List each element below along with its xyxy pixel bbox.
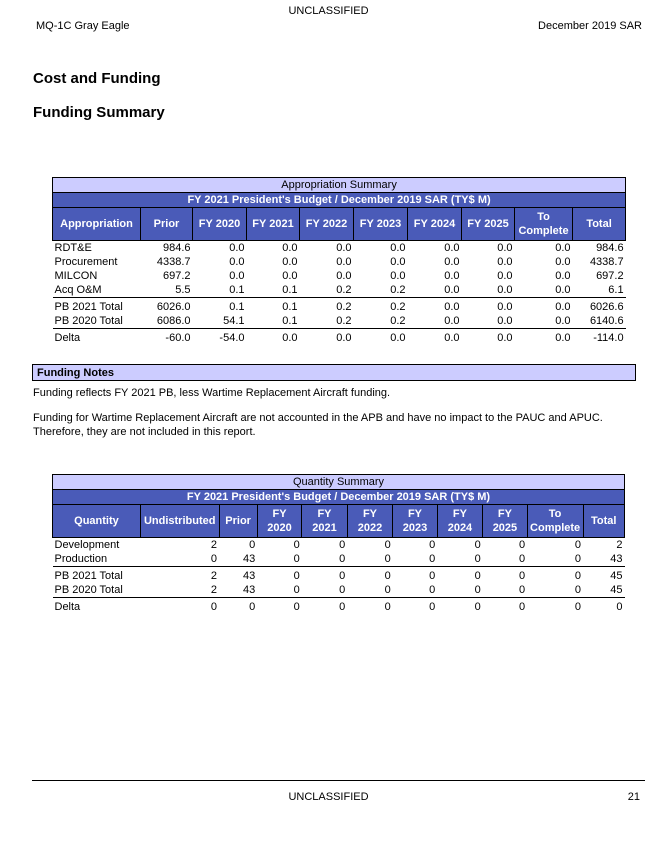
cell-value: 2	[210, 584, 217, 596]
cell-value: 4338.7	[156, 256, 191, 268]
cell-value: 0	[257, 598, 301, 615]
cell-value: 0	[474, 584, 481, 596]
col-header: To Complete	[527, 505, 583, 538]
cell-value: 0.0	[444, 284, 460, 296]
cell-value: 0	[474, 539, 481, 551]
cell-value: 0	[140, 598, 219, 615]
col-header: Undistributed	[140, 505, 219, 538]
cell-value: 0	[483, 598, 527, 615]
col-header: Total	[573, 208, 626, 241]
cell-value: 6026.6	[573, 298, 626, 315]
cell-value: 6.1	[608, 284, 624, 296]
cell-value: 0	[347, 567, 393, 584]
cell-value: 0.0	[515, 298, 573, 315]
cell-value: 0.0	[336, 270, 352, 282]
cell-value: 43	[243, 584, 256, 596]
col-header: FY 2023	[393, 505, 437, 538]
cell-value: 0	[483, 567, 527, 584]
table-row	[53, 298, 626, 315]
cell-value: 0	[429, 584, 436, 596]
col-header: FY 2024	[408, 208, 462, 241]
cell-value: 0.0	[555, 315, 571, 327]
quantity-title: FY 2021 President's Budget / December 2019 SAR (TY$ M)	[53, 490, 625, 505]
row-label: PB 2020 Total	[54, 315, 123, 327]
footer-rule	[32, 780, 645, 781]
cell-value: 0	[437, 598, 483, 615]
cell-value: 2	[616, 539, 623, 551]
cell-value: 0	[293, 539, 300, 551]
quantity-caption: Quantity Summary	[53, 475, 625, 490]
section-heading: Cost and Funding	[33, 70, 161, 87]
cell-value: 0	[519, 553, 526, 565]
cell-value: 0	[384, 584, 391, 596]
appropriation-title: FY 2021 President's Budget / December 2019 SAR (TY$ M)	[53, 193, 626, 208]
appropriation-summary-table	[52, 177, 626, 345]
cell-value: 43	[610, 553, 623, 565]
cell-value: 0.0	[497, 315, 513, 327]
cell-value: 0.2	[354, 298, 408, 315]
cell-value: 0.0	[555, 242, 571, 254]
cell-value: 0.0	[336, 242, 352, 254]
table-row	[53, 255, 626, 269]
cell-value: 0	[347, 598, 393, 615]
cell-value: 0	[257, 567, 301, 584]
cell-value: 0	[393, 598, 437, 615]
cell-value: 5.5	[175, 284, 191, 296]
cell-value: 0.0	[555, 270, 571, 282]
cell-value: 0.0	[354, 329, 408, 346]
cell-value: 6026.0	[141, 298, 193, 315]
cell-value: 0	[527, 567, 583, 584]
cell-value: 0	[384, 539, 391, 551]
cell-value: 4338.7	[589, 256, 624, 268]
cell-value: 0.1	[282, 284, 298, 296]
cell-value: 0	[219, 598, 257, 615]
row-label: PB 2021 Total	[53, 567, 141, 584]
row-label: PB 2021 Total	[53, 298, 141, 315]
cell-value: 0	[339, 584, 346, 596]
cell-value: 0	[339, 553, 346, 565]
table-row	[53, 314, 626, 329]
cell-value: 0	[574, 584, 582, 596]
cell-value: 0.0	[282, 256, 298, 268]
cell-value: 0.2	[390, 315, 406, 327]
col-header: FY 2022	[347, 505, 393, 538]
cell-value: 0.0	[390, 256, 406, 268]
cell-value: 0.0	[336, 256, 352, 268]
page-number: 21	[627, 791, 640, 803]
cell-value: 0.0	[555, 284, 571, 296]
row-label: Production	[54, 553, 108, 565]
col-header: Appropriation	[53, 208, 141, 241]
cell-value: 0.0	[300, 329, 354, 346]
cell-value: 2	[210, 539, 217, 551]
row-label: PB 2020 Total	[54, 584, 123, 596]
classification-bottom: UNCLASSIFIED	[288, 791, 369, 803]
cell-value: 0	[429, 553, 436, 565]
table-row	[53, 538, 625, 553]
col-header: FY 2022	[300, 208, 354, 241]
cell-value: 0.1	[193, 298, 247, 315]
col-header: FY 2021	[302, 505, 348, 538]
col-header: Quantity	[53, 505, 141, 538]
cell-value: 697.2	[596, 270, 624, 282]
row-label: MILCON	[54, 270, 98, 282]
row-label: Acq O&M	[54, 284, 102, 296]
cell-value: 0.0	[497, 256, 513, 268]
cell-value: 0.0	[229, 270, 245, 282]
cell-value: 0	[429, 539, 436, 551]
cell-value: 0	[527, 598, 583, 615]
cell-value: 0.0	[462, 329, 515, 346]
cell-value: 0	[210, 553, 217, 565]
cell-value: 0	[437, 567, 483, 584]
cell-value: 0.0	[497, 284, 513, 296]
cell-value: 0.0	[444, 242, 460, 254]
cell-value: 0	[293, 553, 300, 565]
cell-value: 6086.0	[156, 315, 191, 327]
report-date: December 2019 SAR	[538, 20, 642, 32]
col-header: Prior	[219, 505, 257, 538]
table-row	[53, 283, 626, 298]
funding-note-2: Funding for Wartime Replacement Aircraft are not accounted in the APB and have no impact to the PAUC and APUC. Therefore, they are not included in this report.	[33, 412, 603, 438]
cell-value: 0	[519, 584, 526, 596]
cell-value: 0	[302, 598, 348, 615]
cell-value: 0.0	[282, 242, 298, 254]
cell-value: 0.0	[390, 242, 406, 254]
cell-value: 0.2	[390, 284, 406, 296]
cell-value: 0	[393, 567, 437, 584]
table-row	[53, 567, 625, 584]
cell-value: 2	[140, 567, 219, 584]
col-header: FY 2025	[483, 505, 527, 538]
cell-value: 0.0	[444, 315, 460, 327]
cell-value: 0.0	[555, 256, 571, 268]
table-row	[53, 598, 625, 615]
cell-value: 0.1	[247, 298, 300, 315]
row-label: Procurement	[54, 256, 118, 268]
table-row	[53, 269, 626, 283]
col-header: FY 2020	[193, 208, 247, 241]
col-header: FY 2020	[257, 505, 301, 538]
col-header: FY 2021	[247, 208, 300, 241]
cell-value: 0.2	[336, 315, 352, 327]
cell-value: 0	[339, 539, 346, 551]
col-header: FY 2025	[462, 208, 515, 241]
appropriation-caption: Appropriation Summary	[53, 178, 626, 193]
cell-value: 0.2	[300, 298, 354, 315]
cell-value: 0.0	[282, 270, 298, 282]
program-name: MQ-1C Gray Eagle	[36, 20, 130, 32]
cell-value: 0	[302, 567, 348, 584]
col-header: Prior	[141, 208, 193, 241]
cell-value: 0.1	[282, 315, 298, 327]
cell-value: 0	[474, 553, 481, 565]
cell-value: -54.0	[193, 329, 247, 346]
cell-value: 0.0	[390, 270, 406, 282]
classification-top: UNCLASSIFIED	[288, 5, 369, 17]
funding-notes-heading: Funding Notes	[32, 364, 636, 381]
col-header: Total	[583, 505, 624, 538]
subsection-heading: Funding Summary	[33, 104, 165, 121]
cell-value: 0	[293, 584, 300, 596]
table-row	[53, 241, 626, 256]
cell-value: 0.0	[229, 256, 245, 268]
cell-value: 0.0	[497, 270, 513, 282]
cell-value: 0.0	[497, 242, 513, 254]
cell-value: 0	[249, 539, 256, 551]
cell-value: 54.1	[223, 315, 245, 327]
row-label: Delta	[53, 329, 141, 346]
table-row	[53, 552, 625, 567]
cell-value: 0.0	[444, 256, 460, 268]
cell-value: 0.0	[408, 329, 462, 346]
cell-value: 0.0	[408, 298, 462, 315]
cell-value: 0.0	[247, 329, 300, 346]
quantity-summary-table	[52, 474, 625, 614]
cell-value: 697.2	[162, 270, 191, 282]
cell-value: 6140.6	[589, 315, 624, 327]
cell-value: 43	[219, 567, 257, 584]
col-header: To Complete	[515, 208, 573, 241]
cell-value: 45	[583, 567, 624, 584]
cell-value: 984.6	[596, 242, 624, 254]
cell-value: 0	[384, 553, 391, 565]
row-label: Delta	[53, 598, 141, 615]
row-label: RDT&E	[54, 242, 92, 254]
cell-value: 0.0	[444, 270, 460, 282]
cell-value: 0	[519, 539, 526, 551]
cell-value: 45	[610, 584, 623, 596]
cell-value: -114.0	[573, 329, 626, 346]
cell-value: 0.1	[229, 284, 245, 296]
cell-value: 0	[574, 539, 582, 551]
funding-note-1: Funding reflects FY 2021 PB, less Wartime Replacement Aircraft funding.	[33, 387, 391, 399]
table-row	[53, 583, 625, 598]
cell-value: 0.0	[515, 329, 573, 346]
cell-value: 984.6	[162, 242, 191, 254]
row-label: Development	[54, 539, 120, 551]
cell-value: 0	[574, 553, 582, 565]
cell-value: 0.2	[336, 284, 352, 296]
cell-value: -60.0	[141, 329, 193, 346]
cell-value: 0.0	[229, 242, 245, 254]
col-header: FY 2023	[354, 208, 408, 241]
cell-value: 0	[583, 598, 624, 615]
table-row	[53, 329, 626, 346]
cell-value: 43	[243, 553, 256, 565]
col-header: FY 2024	[437, 505, 483, 538]
cell-value: 0.0	[462, 298, 515, 315]
